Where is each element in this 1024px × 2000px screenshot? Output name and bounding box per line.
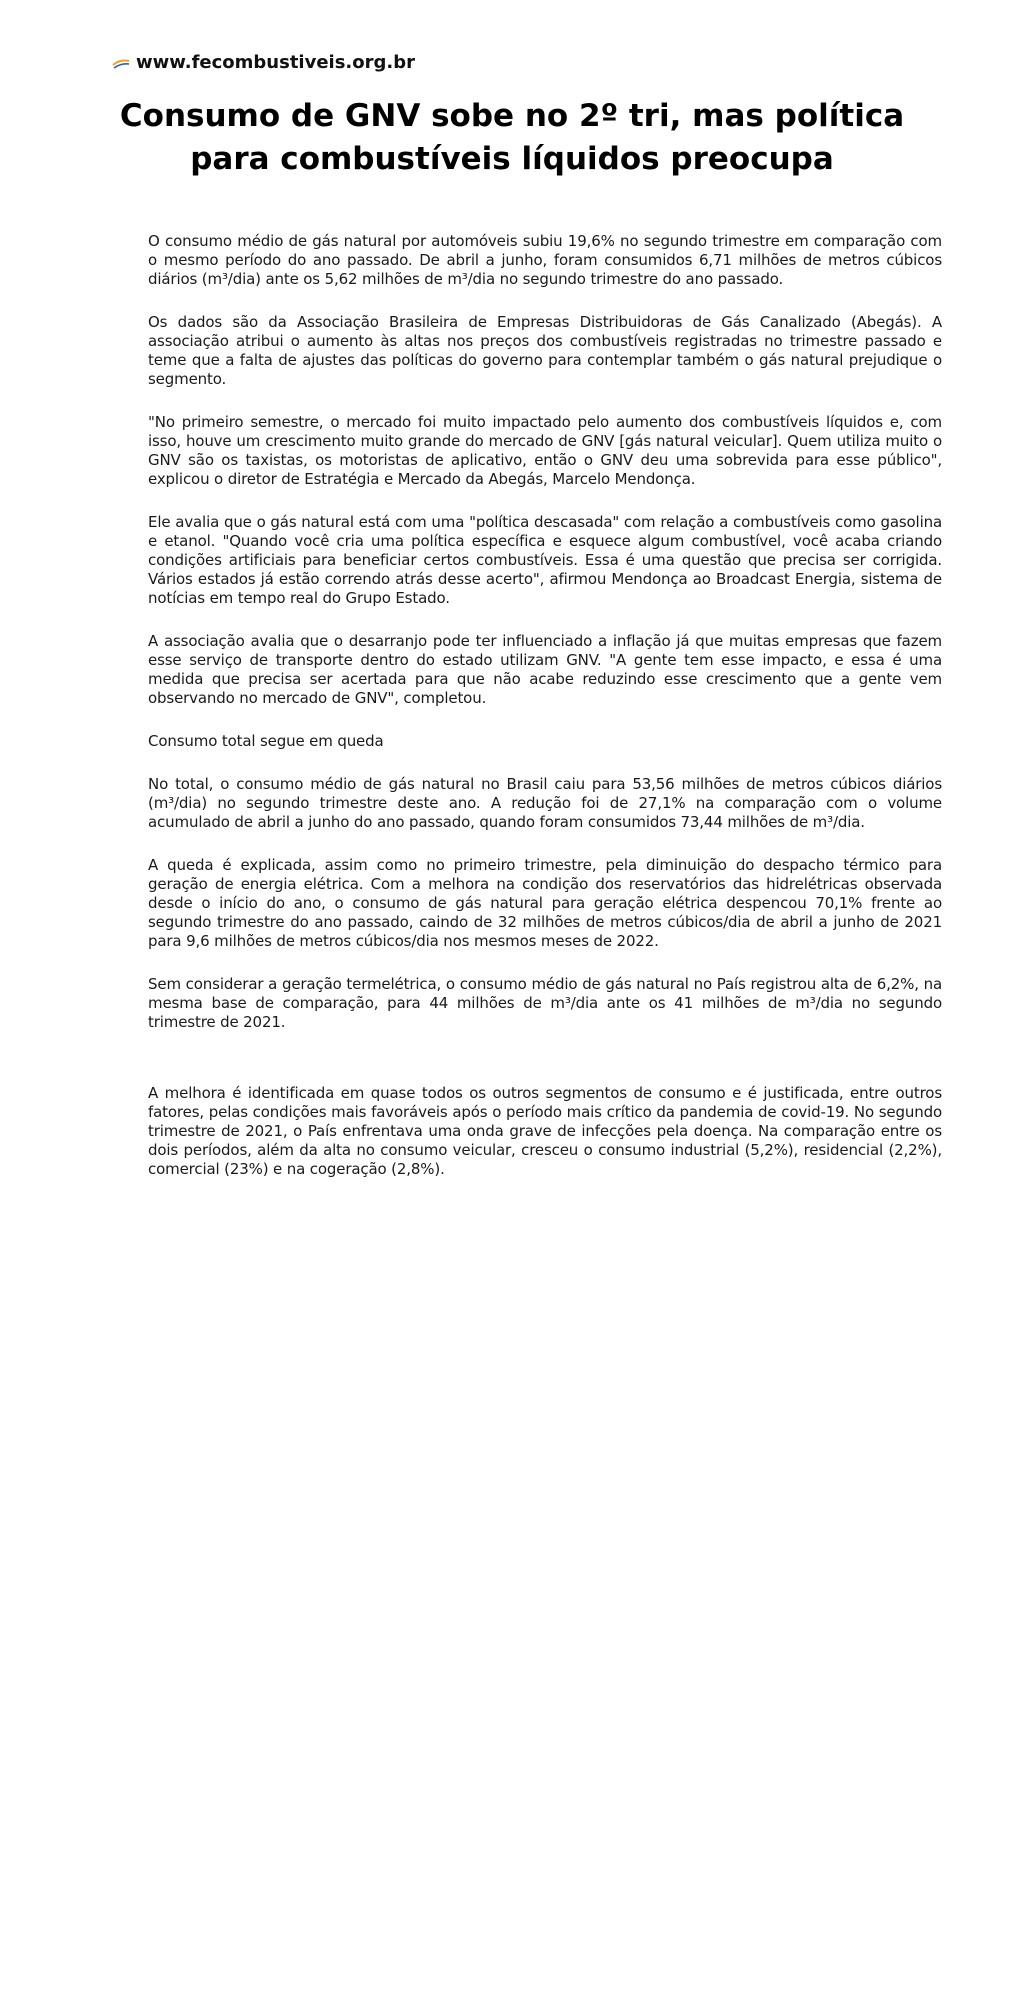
article-paragraph: A queda é explicada, assim como no primeiro trimestre, pela diminuição do despacho térmico para geração de energia elétrica. Com a melhora na condição dos reservatórios das hidrelétricas observada desde o início do ano, o consumo de gás natural para geração elétrica despencou 70,1% frente ao segundo trimestre do ano passado, caindo de 32 milhões de metros cúbicos/dia de abril a junho de 2021 para 9,6 milhões de metros cúbicos/dia nos mesmos meses de 2022. [148, 856, 942, 950]
article-paragraph: A associação avalia que o desarranjo pode ter influenciado a inflação já que muitas empresas que fazem esse serviço de transporte dentro do estado utilizam GNV. "A gente tem esse impacto, e essa é uma medida que precisa ser acertada para que não acabe reduzindo esse crescimento que a gente vem observando no mercado de GNV", completou. [148, 632, 942, 707]
article-paragraph: "No primeiro semestre, o mercado foi muito impactado pelo aumento dos combustíveis líquidos e, com isso, houve um crescimento muito grande do mercado de GNV [gás natural veicular]. Quem utiliza muito o GNV são os taxistas, os motoristas de aplicativo, então o GNV deu uma sobrevida para esse público", explicou o diretor de Estratégia e Mercado da Abegás, Marcelo Mendonça. [148, 413, 942, 488]
fecombustiveis-logo-icon [112, 57, 130, 69]
article-paragraph: No total, o consumo médio de gás natural no Brasil caiu para 53,56 milhões de metros cúbicos diários (m³/dia) no segundo trimestre deste ano. A redução foi de 27,1% na comparação com o volume acumulado de abril a junho do ano passado, quando foram consumidos 73,44 milhões de m³/dia. [148, 775, 942, 831]
article-title: Consumo de GNV sobe no 2º tri, mas política para combustíveis líquidos preocupa [119, 98, 905, 177]
site-header [112, 52, 415, 73]
article-paragraph: O consumo médio de gás natural por automóveis subiu 19,6% no segundo trimestre em comparação com o mesmo período do ano passado. De abril a junho, foram consumidos 6,71 milhões de metros cúbicos diários (m³/dia) ante os 5,62 milhões de m³/dia no segundo trimestre do ano passado. [148, 232, 942, 288]
article-paragraph: Ele avalia que o gás natural está com uma "política descasada" com relação a combustíveis como gasolina e etanol. "Quando você cria uma política específica e esquece algum combustível, você acaba criando condições artificiais para beneficiar certos combustíveis. Essa é uma questão que precisa ser corrigida. Vários estados já estão correndo atrás desse acerto", afirmou Mendonça ao Broadcast Energia, sistema de notícias em tempo real do Grupo Estado. [148, 513, 942, 607]
site-url-link[interactable]: www.fecombustiveis.org.br [136, 52, 415, 73]
article-body [148, 232, 942, 1203]
article-paragraph: Os dados são da Associação Brasileira de Empresas Distribuidoras de Gás Canalizado (Abegás). A associação atribui o aumento às altas nos preços dos combustíveis registradas no trimestre passado e teme que a falta de ajustes das políticas do governo para contemplar também o gás natural prejudique o segmento. [148, 313, 942, 388]
section-subheading: Consumo total segue em queda [148, 732, 384, 750]
article-paragraph: Sem considerar a geração termelétrica, o consumo médio de gás natural no País registrou alta de 6,2%, na mesma base de comparação, para 44 milhões de m³/dia ante os 41 milhões de m³/dia no segundo trimestre de 2021. [148, 975, 942, 1031]
article-paragraph: A melhora é identificada em quase todos os outros segmentos de consumo e é justificada, entre outros fatores, pelas condições mais favoráveis após o período mais crítico da pandemia de covid-19. No segundo trimestre de 2021, o País enfrentava uma onda grave de infecções pela doença. Na comparação entre os dois períodos, além da alta no consumo veicular, cresceu o consumo industrial (5,2%), residencial (2,2%), comercial (23%) e na cogeração (2,8%). [148, 1084, 942, 1178]
